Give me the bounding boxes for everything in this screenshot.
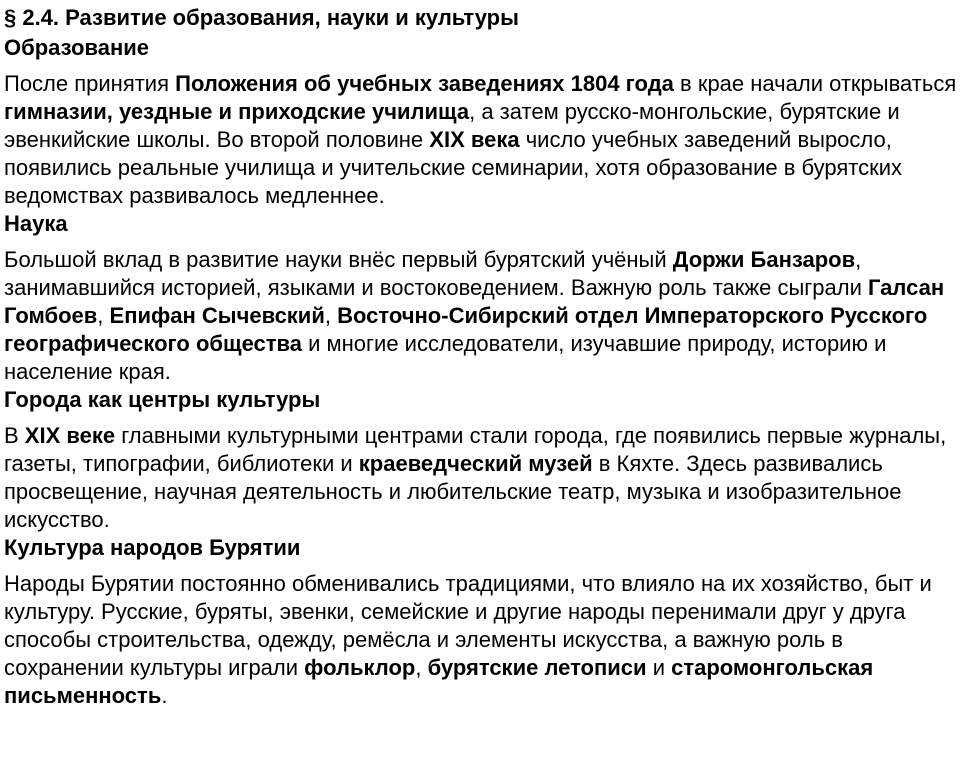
text-run: , занимавшийся историей, языками и востоковедением. Важную роль также сыграли (4, 247, 868, 300)
text-run: Народы Бурятии постоянно обменивались традициями, что влияло на их хозяйство, быт и культуру. Русские, буряты, эвенки, семейские и другие народы перенимали друг у друга способы строительства, одежду, ремёсла и элементы искусства, а важную роль в сохранении культуры играли (4, 571, 932, 680)
bold-term: краеведческий музей (358, 451, 593, 476)
bold-term: Епифан Сычевский (109, 303, 325, 328)
bold-term: бурятские летописи (427, 655, 647, 680)
text-run: , (97, 303, 110, 328)
bold-term: XIX веке (24, 423, 116, 448)
section-heading-education: Образование (4, 35, 149, 60)
section-paragraph-culture (4, 570, 962, 710)
text-run: , (324, 303, 338, 328)
bold-term: XIX века (429, 127, 520, 152)
text-run: Большой вклад в развитие науки внёс первый бурятский учёный (4, 247, 673, 272)
text-run: и многие исследователи, изучавшие природу, историю и население края. (4, 331, 887, 384)
section-heading-cities: Города как центры культуры (4, 387, 321, 412)
bold-term: Галсан Гомбоев (4, 275, 945, 328)
text-run: главными культурными центрами стали города, где появились первые журналы, газеты, типографии, библиотеки и (4, 423, 947, 476)
text-run: После принятия (4, 71, 176, 96)
section-heading-culture: Культура народов Бурятии (4, 535, 301, 560)
text-run: , а затем русско-монгольские, бурятские и эвенкийские школы. Во второй половине (4, 99, 900, 152)
page-title: § 2.4. Развитие образования, науки и культуры (4, 5, 519, 30)
bold-term: фольклор (304, 655, 416, 680)
text-run: в крае начали открываться (673, 71, 957, 96)
section-heading-science: Наука (4, 211, 68, 236)
bold-term: старомонгольская письменность (4, 655, 874, 708)
bold-term: Положения об учебных заведениях 1804 года (175, 71, 674, 96)
text-run: . (161, 683, 168, 708)
text-run: В (4, 423, 25, 448)
text-run: в Кяхте. Здесь развивались просвещение, научная деятельность и любительские театр, музыка и изобразительное искусство. (4, 451, 902, 532)
text-run: , (415, 655, 428, 680)
bold-term: Восточно-Сибирский отдел Императорского Русского географического общества (4, 303, 928, 356)
section-paragraph-cities (4, 422, 962, 534)
bold-term: гимназии, уездные и приходские училища (4, 99, 470, 124)
section-paragraph-science (4, 246, 962, 386)
section-paragraph-education (4, 70, 962, 210)
text-run: число учебных заведений выросло, появились реальные училища и учительские семинарии, хотя образование в бурятских ведомствах развивалось медленнее. (4, 127, 903, 208)
bold-term: Доржи Банзаров (672, 247, 856, 272)
text-run: и (646, 655, 672, 680)
